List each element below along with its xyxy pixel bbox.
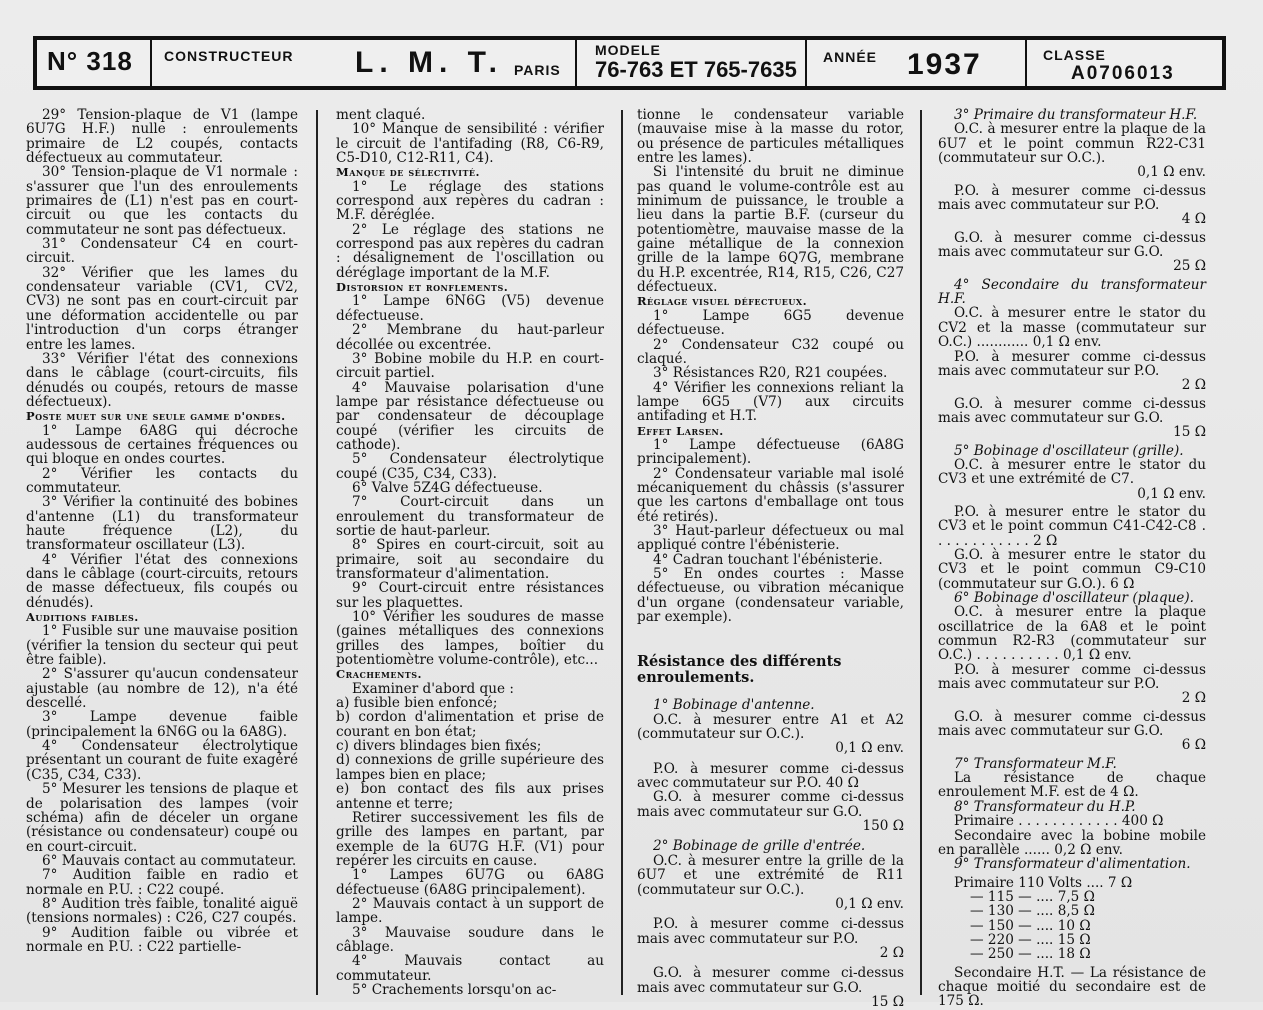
paragraph: 4° Condensateur électrolytique présentant un courant de fuite exagéré (C35, C34, C33). bbox=[26, 738, 298, 783]
paragraph: G.O. à mesurer comme ci-dessus mais avec commutateur sur G.O. bbox=[637, 965, 904, 996]
measure-value: 150 Ω bbox=[862, 818, 904, 835]
paragraph: 6° Mauvais contact au commutateur. bbox=[42, 852, 297, 869]
paragraph: Secondaire H.T. — La résistance de chaque moitié du secondaire est de 175 Ω. bbox=[938, 964, 1206, 1010]
table-row: — 150 — .... 10 Ω bbox=[970, 917, 1091, 934]
paragraph: G.O. à mesurer comme ci-dessus mais avec commutateur sur G.O. bbox=[938, 229, 1206, 261]
paragraph: 8° Spires en court-circuit, soit au primaire, soit au secondaire du transformateur d'alimentation. bbox=[336, 537, 604, 582]
paragraph: 2° Membrane du haut-parleur décollée ou excentrée. bbox=[336, 322, 604, 353]
annee-label: ANNÉE bbox=[823, 49, 878, 65]
paragraph: 10° Vérifier les soudures de masse (gaines métalliques des connexions grilles des lampes, boîtier du potentiomètre volume-contrôle), etc... bbox=[336, 609, 604, 669]
subheading-text: 5° Bobinage d'oscillateur (grille). bbox=[954, 442, 1184, 459]
table-row: Primaire 110 Volts .... 7 Ω bbox=[954, 874, 1133, 891]
list-item: a) fusible bien enfoncé; bbox=[336, 695, 498, 712]
paragraph: 1° Lampes 6U7G ou 6A8G défectueuse (6A8G principalement). bbox=[336, 867, 604, 898]
measure-value: 2 Ω bbox=[1181, 377, 1206, 394]
paragraph: O.C. à mesurer entre la plaque de la 6U7 et le point commun R22-C31 (commutateur sur O.C.). bbox=[938, 121, 1206, 167]
city-label: PARIS bbox=[514, 62, 561, 78]
measure-value: 6 Ω bbox=[1181, 737, 1206, 754]
subheading bbox=[938, 591, 1206, 605]
paragraph: 10° Manque de sensibilité : vérifier le circuit de l'antifading (R8, C6-R9, C5-D10, C12-R11, C4). bbox=[336, 121, 604, 167]
paragraph: tionne le condensateur variable (mauvaise mise à la masse du rotor, ou présence de particules métalliques entre les lames). bbox=[637, 107, 904, 167]
modele-label: MODELE bbox=[595, 42, 661, 58]
sheet-number: N° 318 bbox=[47, 46, 133, 76]
paragraph: 3° Lampe devenue faible (principalement la 6N6G ou la 6A8G). bbox=[26, 709, 298, 740]
paragraph: 3° Bobine mobile du H.P. en court-circuit partiel. bbox=[336, 350, 604, 382]
paragraph: 2° Condensateur C32 coupé ou claqué. bbox=[637, 336, 904, 367]
subheading-text: 7° Transformateur M.F. bbox=[954, 755, 1117, 772]
paragraph: 9° Audition faible ou vibrée et normale en P.U. : C22 partielle- bbox=[26, 924, 298, 955]
manufacturer-cell bbox=[152, 40, 577, 86]
subheading-text: 8° Transformateur du H.P. bbox=[954, 798, 1136, 815]
section-heading: Crachements. bbox=[336, 667, 423, 682]
subheading bbox=[938, 800, 1206, 814]
paragraph: O.C. à mesurer entre la plaque oscillatrice de la 6A8 et le point commun R2-R3 (commutateur sur O.C.) . . . . . . . . . . 0,1 Ω env. bbox=[938, 604, 1206, 664]
section-heading: Réglage visuel défectueux. bbox=[637, 294, 808, 309]
paragraph: 30° Tension-plaque de V1 normale : s'assurer que l'un des enroulements primaires de (L1) n'est pas en court-circuit ou que les contacts du commutateur ne sont pas défectueux. bbox=[26, 164, 298, 238]
paragraph: 29° Tension-plaque de V1 (lampe 6U7G H.F.) nulle : enroulements primaire de L2 coupés, contacts défectueux au commutateur. bbox=[26, 107, 298, 167]
paragraph: 2° S'assurer qu'aucun condensateur ajustable (au nombre de 12), n'a été descellé. bbox=[26, 666, 298, 712]
measure-value: 0,1 Ω env. bbox=[835, 895, 904, 912]
list-item: e) bon contact des fils aux prises antenne et terre; bbox=[336, 781, 604, 812]
list-item: d) connexions de grille supérieure des lampes bien en place; bbox=[336, 752, 604, 783]
paragraph: O.C. à mesurer entre le stator du CV3 et une extrémité de C7. bbox=[938, 456, 1206, 488]
subheading-text: 2° Bobinage de grille d'entrée. bbox=[653, 838, 866, 855]
text-column-2 bbox=[336, 108, 604, 998]
class-cell bbox=[1027, 40, 1222, 86]
model-number: 76-763 ET 765-7635 bbox=[595, 57, 797, 82]
subheading-text: 4° Secondaire du transformateur H.F. bbox=[938, 276, 1206, 308]
table-row: — 250 — .... 18 Ω bbox=[970, 946, 1091, 963]
paragraph: 5° Crachements lorsqu'on ac- bbox=[352, 981, 557, 998]
measure-value: 0,1 Ω env. bbox=[1137, 164, 1206, 181]
paragraph: Primaire . . . . . . . . . . . . 400 Ω bbox=[954, 813, 1164, 830]
measure-value: 15 Ω bbox=[871, 993, 904, 1010]
paragraph: 1° Le réglage des stations correspond aux repères du cadran : M.F. déréglée. bbox=[336, 178, 604, 224]
paragraph: 5° En ondes courtes : Masse défectueuse, ou vibration mécanique d'un organe (condensateur variable, par exemple). bbox=[637, 566, 904, 626]
paragraph: 1° Lampe défectueuse (6A8G principalement). bbox=[637, 436, 904, 468]
paragraph: 1° Lampe 6G5 devenue défectueuse. bbox=[637, 307, 904, 339]
measure-value: 4 Ω bbox=[1181, 211, 1206, 228]
constructeur-label: CONSTRUCTEUR bbox=[164, 48, 294, 64]
paragraph: O.C. à mesurer entre A1 et A2 (commutateur sur O.C.). bbox=[637, 711, 904, 743]
paragraph: 3° Vérifier la continuité des bobines d'antenne (L1) du transformateur haute fréquence (L2), du transformateur oscillateur (L3). bbox=[26, 494, 298, 554]
paragraph: 4° Vérifier les connexions reliant la lampe 6G5 (V7) aux circuits antifading et H.T. bbox=[637, 379, 904, 425]
subheading-text: 9° Transformateur d'alimentation. bbox=[954, 856, 1191, 873]
sheet-number-cell bbox=[37, 40, 152, 86]
classe-label: CLASSE bbox=[1043, 47, 1106, 63]
measure-value: 0,1 Ω env. bbox=[835, 740, 904, 757]
section-heading: Poste muet sur une seule gamme d'ondes. bbox=[26, 409, 286, 424]
paragraph: O.C. à mesurer entre le stator du CV2 et la masse (commutateur sur O.C.) ............ 0,1 Ω env. bbox=[938, 305, 1206, 351]
text-column-1 bbox=[26, 108, 298, 998]
section-heading: Manque de sélectivité. bbox=[336, 165, 480, 180]
paragraph: 5° Condensateur électrolytique coupé (C35, C34, C33). bbox=[336, 451, 604, 482]
paragraph: P.O. à mesurer comme ci-dessus mais avec commutateur sur P.O. bbox=[938, 348, 1206, 379]
table-row: — 220 — .... 15 Ω bbox=[970, 931, 1091, 948]
section-heading: Distorsion et ronflements. bbox=[336, 280, 509, 295]
resistance-section-title: Résistance des différents enroulements. bbox=[637, 653, 842, 687]
paragraph: Si l'intensité du bruit ne diminue pas quand le volume-contrôle est au minimum de puissance, le trouble a lieu dans la partie B.F. (curseur du potentiomètre, mauvaise masse de la gaine métallique de la connexion grille de la lampe 6Q7G, membrane du H.P. excentrée, R14, R15, C26, C27 défectueux. bbox=[637, 164, 904, 296]
paragraph: P.O. à mesurer comme ci-dessus avec commutateur sur P.O. 40 Ω bbox=[637, 760, 904, 792]
subheading bbox=[938, 278, 1206, 307]
paragraph: 32° Vérifier que les lames du condensateur variable (CV1, CV2, CV3) ne sont pas en court-circuit par une déformation accidentelle ou par l'introduction d'un corps étranger entre les lames. bbox=[26, 264, 298, 353]
paragraph: 2° Mauvais contact à un support de lampe. bbox=[336, 895, 604, 927]
year-value: 1937 bbox=[907, 48, 982, 81]
paragraph: 4° Vérifier l'état des connexions dans le câblage (court-circuits, retours de masse défectueux, fils coupés ou dénudés). bbox=[26, 551, 298, 611]
table-row: — 115 — .... 7,5 Ω bbox=[970, 888, 1095, 905]
subheading-text: 6° Bobinage d'oscillateur (plaque). bbox=[954, 590, 1194, 606]
list-item: c) divers blindages bien fixés; bbox=[336, 738, 542, 755]
paragraph: 2° Condensateur variable mal isolé mécaniquement du châssis (s'assurer que les cartons d'emballage ont tous été retirés). bbox=[637, 465, 904, 525]
subheading-text: 1° Bobinage d'antenne. bbox=[653, 697, 815, 714]
text-column-4 bbox=[938, 107, 1206, 1010]
paragraph: 3° Résistances R20, R21 coupées. bbox=[653, 365, 888, 382]
class-code: A0706013 bbox=[1071, 63, 1175, 84]
paragraph: 7° Audition faible en radio et normale en P.U. : C22 coupé. bbox=[26, 867, 298, 898]
paragraph: 5° Mesurer les tensions de plaque et de polarisation des lampes (voir schéma) afin de déceler un organe (résistance ou condensateur) coupé ou en court-circuit. bbox=[26, 781, 298, 855]
column-divider bbox=[920, 110, 922, 995]
brand-name: L. M. T. bbox=[355, 46, 503, 79]
paragraph: ment claqué. bbox=[336, 107, 426, 123]
paragraph: G.O. à mesurer comme ci-dessus mais avec commutateur sur G.O. bbox=[938, 395, 1206, 426]
measure-value: 15 Ω bbox=[1173, 424, 1206, 441]
column-divider bbox=[316, 110, 318, 995]
section-heading: Auditions faibles. bbox=[26, 610, 139, 625]
list-item: b) cordon d'alimentation et prise de courant en bon état; bbox=[336, 709, 604, 740]
paragraph: 4° Mauvaise polarisation d'une lampe par résistance défectueuse ou par condensateur de découplage coupé (vérifier les circuits de cathode). bbox=[336, 379, 604, 453]
paragraph: P.O. à mesurer comme ci-dessus mais avec commutateur sur P.O. bbox=[637, 916, 904, 947]
section-heading: Effet Larsen. bbox=[637, 423, 724, 438]
paragraph: 9° Court-circuit entre résistances sur les plaquettes. bbox=[336, 580, 604, 611]
paragraph: La résistance de chaque enroulement M.F. est de 4 Ω. bbox=[938, 770, 1206, 801]
paragraph: P.O. à mesurer comme ci-dessus mais avec commutateur sur P.O. bbox=[938, 661, 1206, 693]
paragraph: Retirer successivement les fils de grille des lampes en partant, par exemple de la 6U7G H.F. (V1) pour repérer les circuits en cause. bbox=[336, 809, 604, 869]
paragraph: 1° Lampe 6A8G qui décroche audessous de certaines fréquences ou qui bloque en ondes courtes. bbox=[26, 422, 298, 468]
subheading bbox=[637, 839, 904, 853]
model-cell bbox=[577, 40, 807, 86]
paragraph: Examiner d'abord que : bbox=[352, 680, 514, 697]
measure-value: 2 Ω bbox=[879, 944, 904, 961]
paragraph: G.O. à mesurer comme ci-dessus mais avec commutateur sur G.O. bbox=[637, 789, 904, 820]
measure-value: 0,1 Ω env. bbox=[1137, 485, 1206, 502]
column-divider bbox=[621, 110, 623, 995]
year-cell bbox=[807, 40, 1027, 86]
paragraph: O.C. à mesurer entre la grille de la 6U7 et une extrémité de R11 (commutateur sur O.C.). bbox=[637, 852, 904, 898]
subheading-text: 3° Primaire du transformateur H.F. bbox=[954, 107, 1198, 123]
paragraph: 8° Audition très faible, tonalité aiguë (tensions normales) : C26, C27 coupés. bbox=[26, 895, 298, 927]
paragraph: 1° Lampe 6N6G (V5) devenue défectueuse. bbox=[336, 293, 604, 324]
subheading bbox=[938, 857, 1206, 871]
paragraph: Secondaire avec la bobine mobile en parallèle ...... 0,2 Ω env. bbox=[938, 827, 1206, 858]
subheading bbox=[938, 757, 1206, 771]
paragraph: 2° Vérifier les contacts du commutateur. bbox=[26, 465, 298, 496]
paragraph: P.O. à mesurer entre le stator du CV3 et le point commun C41-C42-C8 . . . . . . . . . . . . 2 Ω bbox=[938, 503, 1206, 549]
paragraph: 6° Valve 5Z4G défectueuse. bbox=[352, 479, 543, 496]
measure-value: 25 Ω bbox=[1173, 258, 1206, 275]
subheading bbox=[938, 444, 1206, 458]
subheading bbox=[637, 698, 904, 712]
measure-value: 2 Ω bbox=[1181, 690, 1206, 707]
paragraph: 4° Cadran touchant l'ébénisterie. bbox=[653, 551, 883, 568]
paragraph: 1° Fusible sur une mauvaise position (vérifier la tension du secteur qui peut être faible). bbox=[26, 623, 298, 669]
paragraph: G.O. à mesurer comme ci-dessus mais avec commutateur sur G.O. bbox=[938, 708, 1206, 740]
subheading bbox=[938, 108, 1206, 122]
paragraph: 3° Mauvaise soudure dans le câblage. bbox=[336, 924, 604, 955]
header-box bbox=[33, 36, 1226, 90]
paragraph: G.O. à mesurer entre le stator du CV3 et le point commun C9-C10 (commutateur sur G.O.). 6 Ω bbox=[938, 546, 1206, 592]
text-column-3 bbox=[637, 107, 904, 1010]
paragraph: 7° Court-circuit dans un enroulement du transformateur de sortie de haut-parleur. bbox=[336, 494, 604, 539]
paragraph: 31° Condensateur C4 en court-circuit. bbox=[26, 236, 298, 267]
paragraph: 4° Mauvais contact au commutateur. bbox=[336, 953, 604, 984]
paragraph: 33° Vérifier l'état des connexions dans le câblage (court-circuits, fils dénudés ou coupés, retours de masse défectueux). bbox=[26, 350, 298, 410]
paragraph: 3° Haut-parleur défectueux ou mal appliqué contre l'ébénisterie. bbox=[637, 522, 904, 554]
paragraph: 2° Le réglage des stations ne correspond pas aux repères du cadran : désalignement de l'oscillation ou déréglage important de la M.F. bbox=[336, 221, 604, 281]
paragraph: P.O. à mesurer comme ci-dessus mais avec commutateur sur P.O. bbox=[938, 182, 1206, 214]
table-row: — 130 — .... 8,5 Ω bbox=[970, 903, 1095, 920]
